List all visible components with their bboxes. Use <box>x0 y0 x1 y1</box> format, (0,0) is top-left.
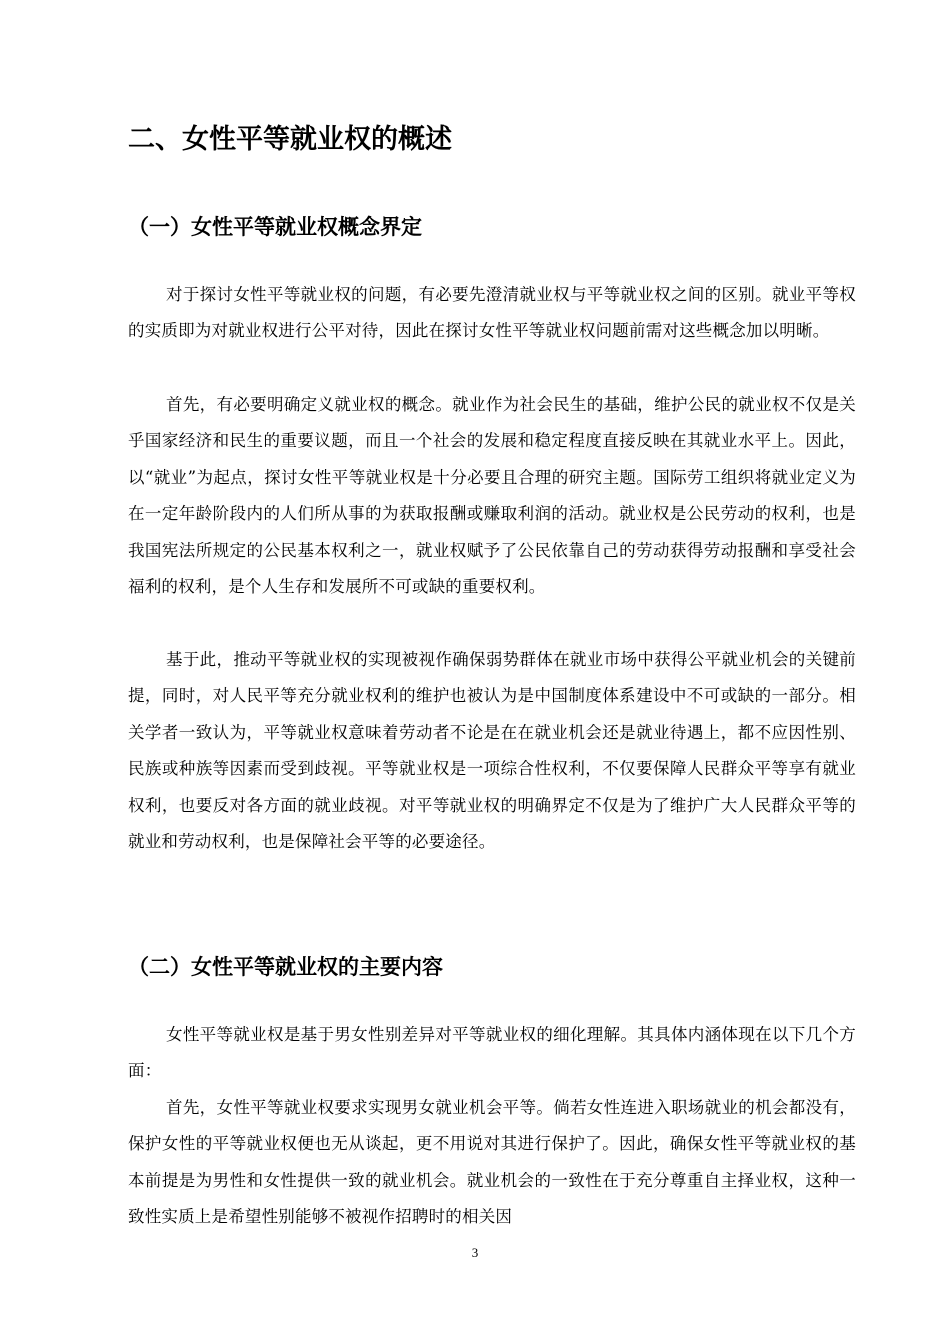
page-number: 3 <box>471 1245 479 1260</box>
paragraph: 首先，有必要明确定义就业权的概念。就业作为社会民生的基础，维护公民的就业权不仅是关乎国家经济和民生的重要议题，而且一个社会的发展和稳定程度直接反映在其就业水平上。因此，以“就业”为起点，探讨女性平等就业权是十分必要且合理的研究主题。国际劳工组织将就业定义为在一定年龄阶段内的人们所从事的为获取报酬或赚取利润的活动。就业权是公民劳动的权利，也是我国宪法所规定的公民基本权利之一，就业权赋予了公民依靠自己的劳动获得劳动报酬和享受社会福利的权利，是个人生存和发展所不可或缺的重要权利。 <box>128 395 856 597</box>
paragraph: 女性平等就业权是基于男女性别差异对平等就业权的细化理解。其具体内涵体现在以下几个方面： <box>128 1025 856 1081</box>
chapter-heading: 二、女性平等就业权的概述 <box>128 124 452 155</box>
section-heading-2: （二）女性平等就业权的主要内容 <box>128 955 443 979</box>
paragraph: 对于探讨女性平等就业权的问题，有必要先澄清就业权与平等就业权之间的区别。就业平等权的实质即为对就业权进行公平对待，因此在探讨女性平等就业权问题前需对这些概念加以明晰。 <box>128 285 856 341</box>
section-heading-1: （一）女性平等就业权概念界定 <box>128 215 422 239</box>
paragraph: 首先，女性平等就业权要求实现男女就业机会平等。倘若女性连进入职场就业的机会都没有，保护女性的平等就业权便也无从谈起，更不用说对其进行保护了。因此，确保女性平等就业权的基本前提是为男性和女性提供一致的就业机会。就业机会的一致性在于充分尊重自主择业权，这种一致性实质上是希望性别能够不被视作招聘时的相关因 <box>128 1098 856 1227</box>
paragraph: 基于此，推动平等就业权的实现被视作确保弱势群体在就业市场中获得公平就业机会的关键前提，同时，对人民平等充分就业权利的维护也被认为是中国制度体系建设中不可或缺的一部分。相关学者一致认为，平等就业权意味着劳动者不论是在在就业机会还是就业待遇上，都不应因性别、民族或种族等因素而受到歧视。平等就业权是一项综合性权利，不仅要保障人民群众平等享有就业权利，也要反对各方面的就业歧视。对平等就业权的明确界定不仅是为了维护广大人民群众平等的就业和劳动权利，也是保障社会平等的必要途径。 <box>128 650 856 852</box>
